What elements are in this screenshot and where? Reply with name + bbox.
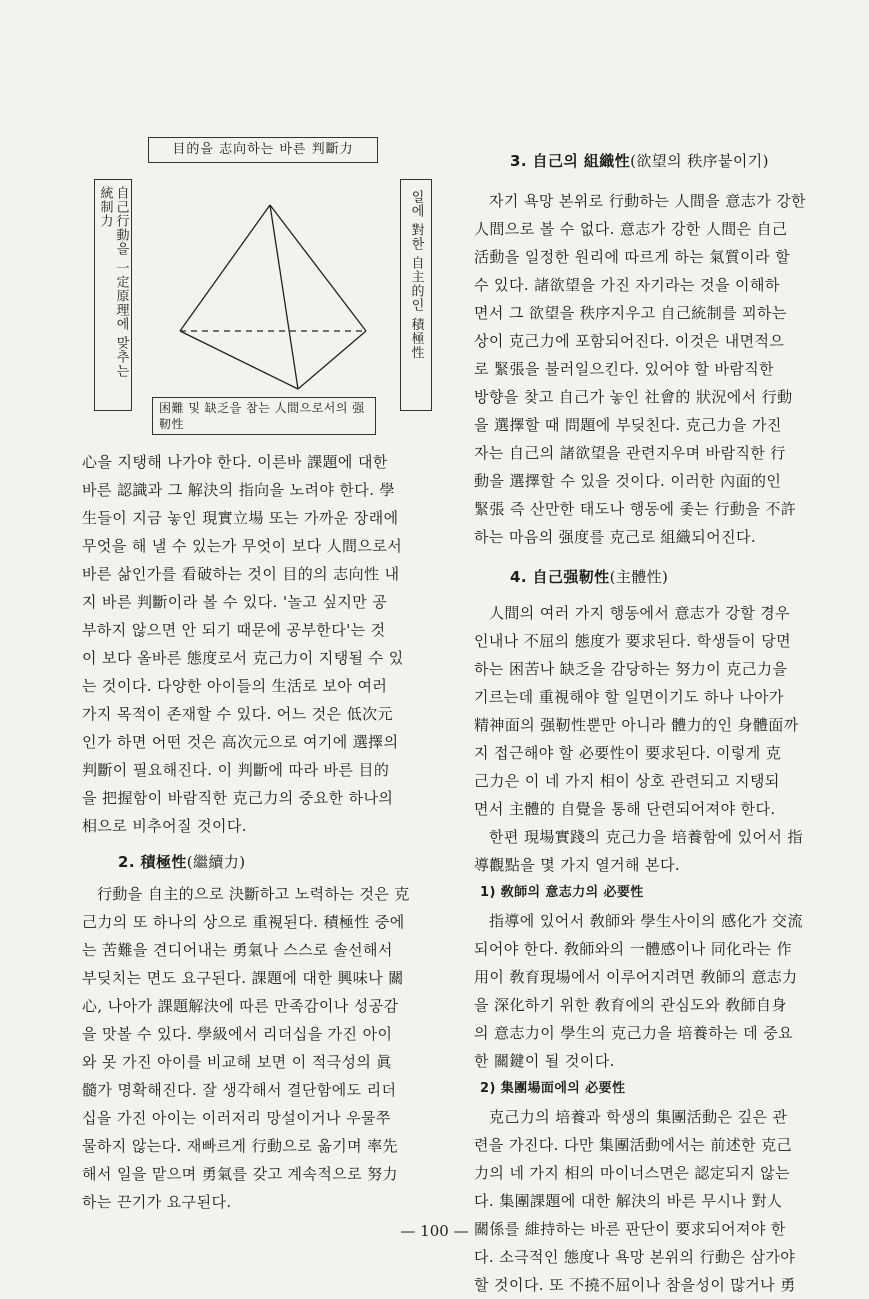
text-line: 인내나 不屈의 態度가 要求된다. 학생들이 당면 [474,632,791,650]
text-line: 한편 現場實踐의 克己力을 培養함에 있어서 指 [489,828,803,846]
text-line: 해서 일을 맡으며 勇氣를 갖고 계속적으로 努力 [82,1165,398,1183]
figure-right-label [400,179,432,411]
text-line: 己力은 이 네 가지 相이 상호 관련되고 지탱되 [474,772,780,790]
section-heading-title: 2. 積極性 [118,853,187,871]
text-line: 자기 욕망 본위로 行動하는 人間을 意志가 강한 [489,192,806,210]
text-line: 는 苦難을 견디어내는 勇氣나 스스로 솔선해서 [82,941,393,959]
section-heading-subtitle: (主體性) [609,568,669,586]
text-line: 의 意志力이 學生의 克己力을 培養하는 데 중요 [474,1024,794,1042]
text-line: 判斷이 필요해진다. 이 判斷에 따라 바른 目的 [82,761,390,779]
tetrahedron-diagram [176,203,376,399]
text-line: 精神面의 强靭性뿐만 아니라 體力的인 身體面까 [474,716,799,734]
text-line: 방향을 찾고 自己가 놓인 社會的 狀況에서 行動 [474,388,793,406]
text-line: 부딪치는 면도 요구된다. 課題에 대한 興味나 關 [82,969,404,987]
text-line: 을 맛볼 수 있다. 學級에서 리더십을 가진 아이 [82,1025,393,1043]
text-line: 련을 가진다. 다만 集團活動에서는 前述한 克己 [474,1136,793,1154]
text-line: 하는 困苦나 缺乏을 감당하는 努力이 克己力을 [474,660,788,678]
text-line: 자는 自己의 諸欲望을 관련지우며 바람직한 行 [474,444,786,462]
text-line: 關係를 維持하는 바른 판단이 要求되어져야 한 [474,1220,786,1238]
text-line: 動을 選擇할 수 있을 것이다. 이러한 內面的인 [474,472,782,490]
paragraph [474,1103,830,1299]
text-line: 導觀點을 몇 가지 열거해 본다. [474,856,681,874]
text-line: 되어야 한다. 敎師와의 一體感이나 同化라는 作 [474,940,793,958]
section-heading-subtitle: (欲望의 秩序붙이기) [630,152,769,170]
figure-left-label [94,179,132,411]
paragraph [474,907,830,1075]
tetra-edge-center [270,205,298,389]
figure-left-label-line-1: 自己行動을 一定原理에 맞추는 [113,186,129,379]
figure-top-label: 目的을 志向하는 바른 判斷力 [148,137,378,163]
text-line: 무엇을 해 낼 수 있는가 무엇이 보다 人間으로서 [82,537,403,555]
paragraph [474,599,830,823]
text-line: 己力의 또 하나의 상으로 重視된다. 積極性 중에 [82,913,405,931]
text-line: 상이 克己力에 포함되어진다. 이것은 내면적으 [474,332,785,350]
text-line: 지 바른 判斷이라 볼 수 있다. '놀고 싶지만 공 [82,593,388,611]
text-line: 心을 지탱해 나가야 한다. 이른바 課題에 대한 [82,453,388,471]
tetrahedron-figure [92,133,442,443]
text-line: 인가 하면 어떤 것은 高次元으로 여기에 選擇의 [82,733,399,751]
text-line: 心, 나아가 課題解決에 따른 만족감이나 성공감 [82,997,399,1015]
text-line: 기르는데 重視해야 할 일면이기도 하나 나아가 [474,688,784,706]
text-line: 면서 그 欲望을 秩序지우고 自己統制를 꾀하는 [474,304,787,322]
paragraph [82,880,444,1216]
text-line: 用이 敎育現場에서 이루어지려면 敎師의 意志力 [474,968,798,986]
text-line: 바른 認識과 그 解決의 指向을 노려야 한다. 學 [82,481,395,499]
text-line: 로 緊張을 불러일으킨다. 있어야 할 바람직한 [474,360,775,378]
text-line: 生들이 지금 놓인 現實立場 또는 가까운 장래에 [82,509,399,527]
left-column [82,448,444,1216]
text-line: 力의 네 가지 相의 마이너스면은 認定되지 않는 [474,1164,790,1182]
text-line: 緊張 즉 산만한 태도나 행동에 좇는 行動을 不許 [474,500,797,518]
text-line: 이 보다 올바른 態度로서 克己力이 지탱될 수 있 [82,649,404,667]
text-line: 바른 삶인가를 看破하는 것이 目的의 志向性 내 [82,565,400,583]
text-line: 人間으로 볼 수 없다. 意志가 강한 人間은 自己 [474,220,788,238]
tetra-edge-right [270,205,366,331]
text-line: 하는 마음의 强度를 克己로 組織되어진다. [474,528,757,546]
paragraph [474,823,830,879]
text-line: 물하지 않는다. 재빠르게 行動으로 옮기며 率先 [82,1137,398,1155]
text-line: 行動을 自主的으로 決斷하고 노력하는 것은 克 [97,885,410,903]
right-column [474,147,830,1299]
text-line: 부하지 않으면 안 되기 때문에 공부한다'는 것 [82,621,386,639]
text-line: 髓가 명확해진다. 잘 생각해서 결단함에도 리더 [82,1081,397,1099]
text-line: 다. 소극적인 態度나 욕망 본위의 行動은 삼가야 [474,1248,796,1266]
section-heading [474,563,830,591]
text-line: 할 것이다. 또 不撓不屈이나 참을성이 많거나 勇 [474,1276,796,1294]
section-heading-subtitle: (繼續力) [186,853,246,871]
text-line: 克己力의 培養과 학생의 集團活動은 깊은 관 [489,1108,788,1126]
text-line: 수 있다. 諸欲望을 가진 자기라는 것을 이해하 [474,276,780,294]
tetra-edge-bottom-right [298,331,366,389]
tetra-edge-left [180,205,270,331]
text-line: 을 把握함이 바람직한 克己力의 중요한 하나의 [82,789,394,807]
text-line: 가지 목적이 존재할 수 있다. 어느 것은 低次元 [82,705,393,723]
text-line: 을 深化하기 위한 敎育에의 관심도와 敎師自身 [474,996,787,1014]
text-line: 다. 集團課題에 대한 解決의 바른 무시나 對人 [474,1192,783,1210]
figure-left-label-line-2: 統制力 [97,186,113,228]
text-line: 하는 끈기가 요구된다. [82,1193,232,1211]
text-line: 지 접근해야 할 必要性이 要求된다. 이렇게 克 [474,744,782,762]
text-line: 와 못 가진 아이를 비교해 보면 이 적극성의 眞 [82,1053,392,1071]
figure-bottom-label: 困難 및 缺乏을 참는 人間으로서의 强靭性 [152,397,376,435]
text-line: 십을 가진 아이는 이러저리 망설이거나 우물쭈 [82,1109,391,1127]
text-line: 을 選擇할 때 問題에 부딪친다. 克己力을 가진 [474,416,782,434]
text-line: 相으로 비추어질 것이다. [82,817,247,835]
paragraph [82,448,444,840]
section-heading-title: 4. 自己强靭性 [510,568,610,586]
text-line: 한 關鍵이 될 것이다. [474,1052,615,1070]
text-line: 人間의 여러 가지 행동에서 意志가 강할 경우 [489,604,791,622]
figure-right-label-text: 일에 對한 自主的인 積極性 [408,190,424,360]
section-heading [82,848,444,876]
text-line: 는 것이다. 다양한 아이들의 生活로 보아 여러 [82,677,388,695]
tetra-edge-bottom-left [180,331,298,389]
text-line: 指導에 있어서 敎師와 學生사이의 感化가 交流 [489,912,803,930]
paragraph [474,187,830,551]
subsection-heading: 2) 集團場面에의 必要性 [480,1081,626,1096]
section-heading-title: 3. 自己의 組織性 [510,152,631,170]
subsection-heading: 1) 敎師의 意志力의 必要性 [480,885,644,900]
section-heading [474,147,830,175]
page-number: — 100 — [400,1222,469,1240]
text-line: 면서 主體的 自覺을 통해 단련되어져야 한다. [474,800,776,818]
text-line: 活動을 일정한 원리에 따르게 하는 氣質이라 할 [474,248,790,266]
